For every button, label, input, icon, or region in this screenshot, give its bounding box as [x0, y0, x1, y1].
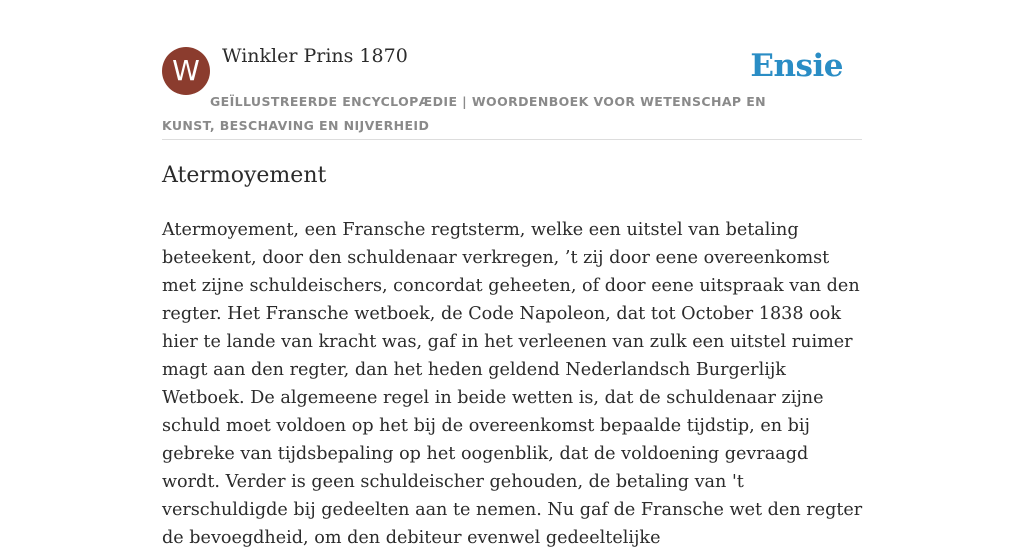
header-divider: [162, 139, 862, 140]
page-container: [162, 0, 863, 548]
article-title: Atermoyement: [162, 163, 327, 188]
ensie-logo[interactable]: Ensie: [750, 48, 843, 84]
source-subtitle: GEÏLLUSTREERDE ENCYCLOPÆDIE | WOORDENBOEK VOOR WETENSCHAP EN KUNST, BESCHAVING EN NIJVERHEID: [162, 94, 767, 133]
source-name-link[interactable]: Winkler Prins 1870: [222, 45, 408, 67]
article-body: Atermoyement, een Fransche regtsterm, welke een uitstel van betaling beteekent, door den schuldenaar verkregen, ’t zij door eene overeenkomst met zijne schuldeischers, concordat geheeten, of door eene uitspraak van den regter. Het Fransche wetboek, de Code Napoleon, dat tot October 1838 ook hier te lande van kracht was, gaf in het verleenen van zulk een uitstel ruimer magt aan den regter, dan het heden geldend Nederlandsch Burgerlijk Wetboek. De algemeene regel in beide wetten is, dat de schuldenaar zijne schuld moet voldoen op het bij de overeenkomst bepaalde tijdstip, en bij gebreke van tijdsbepaling op het oogenblik, dat de voldoening gevraagd wordt. Verder is geen schuldeischer gehouden, de betaling van 't verschuldigde bij gedeelten aan te nemen. Nu gaf de Fransche wet den regter de bevoegdheid, om den debiteur evenwel gedeeltelijke: [162, 220, 863, 548]
avatar[interactable]: W: [162, 47, 210, 95]
